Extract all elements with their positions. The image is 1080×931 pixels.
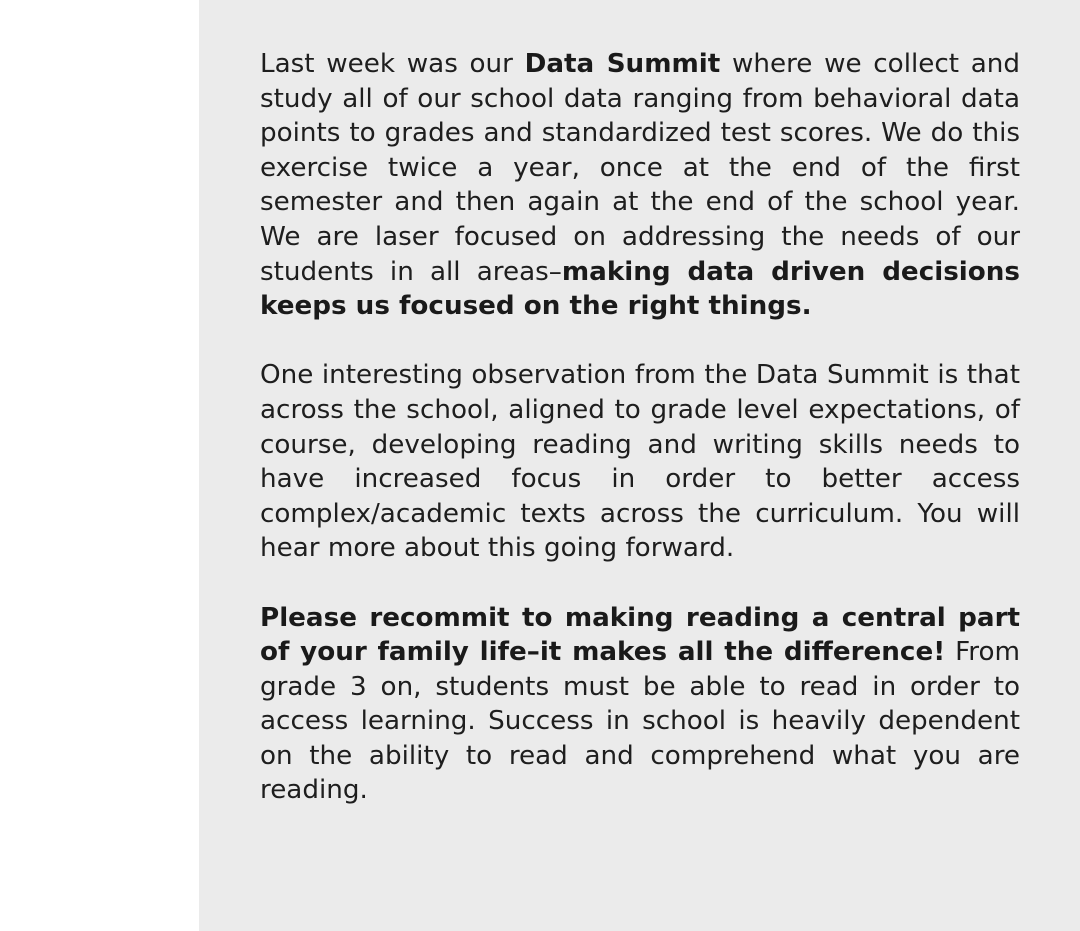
text-segment: Last week was our [260,49,525,79]
bold-data-driven: making data driven decisions keeps us focused on the right things. [260,256,1020,322]
bold-recommit: Please recommit to making reading a central part of your family life–it makes all the difference! [260,602,1020,668]
bold-data-summit: Data Summit [524,49,721,79]
article-body [260,47,1020,808]
paragraph-recommit [260,601,1020,809]
paragraph-observation [260,358,1020,566]
text-segment: From grade 3 on, students must be able to read in order to access learning. Success in school is heavily dependent on the ability to read and comprehend what you are reading. [260,637,1020,806]
text-segment: One interesting observation from the Data Summit is that across the school, aligned to grade level expectations, of course, developing reading and writing skills needs to have increased focus in order to better access complex/academic texts across the curriculum. You will hear more about this going forward. [260,360,1020,564]
text-segment: where we collect and study all of our school data ranging from behavioral data points to grades and standardized test scores. We do this exercise twice a year, once at the end of the first semester and then again at the end of the school year. We are laser focused on addressing the needs of our students in all areas– [260,49,1020,287]
paragraph-data-summit [260,47,1020,324]
